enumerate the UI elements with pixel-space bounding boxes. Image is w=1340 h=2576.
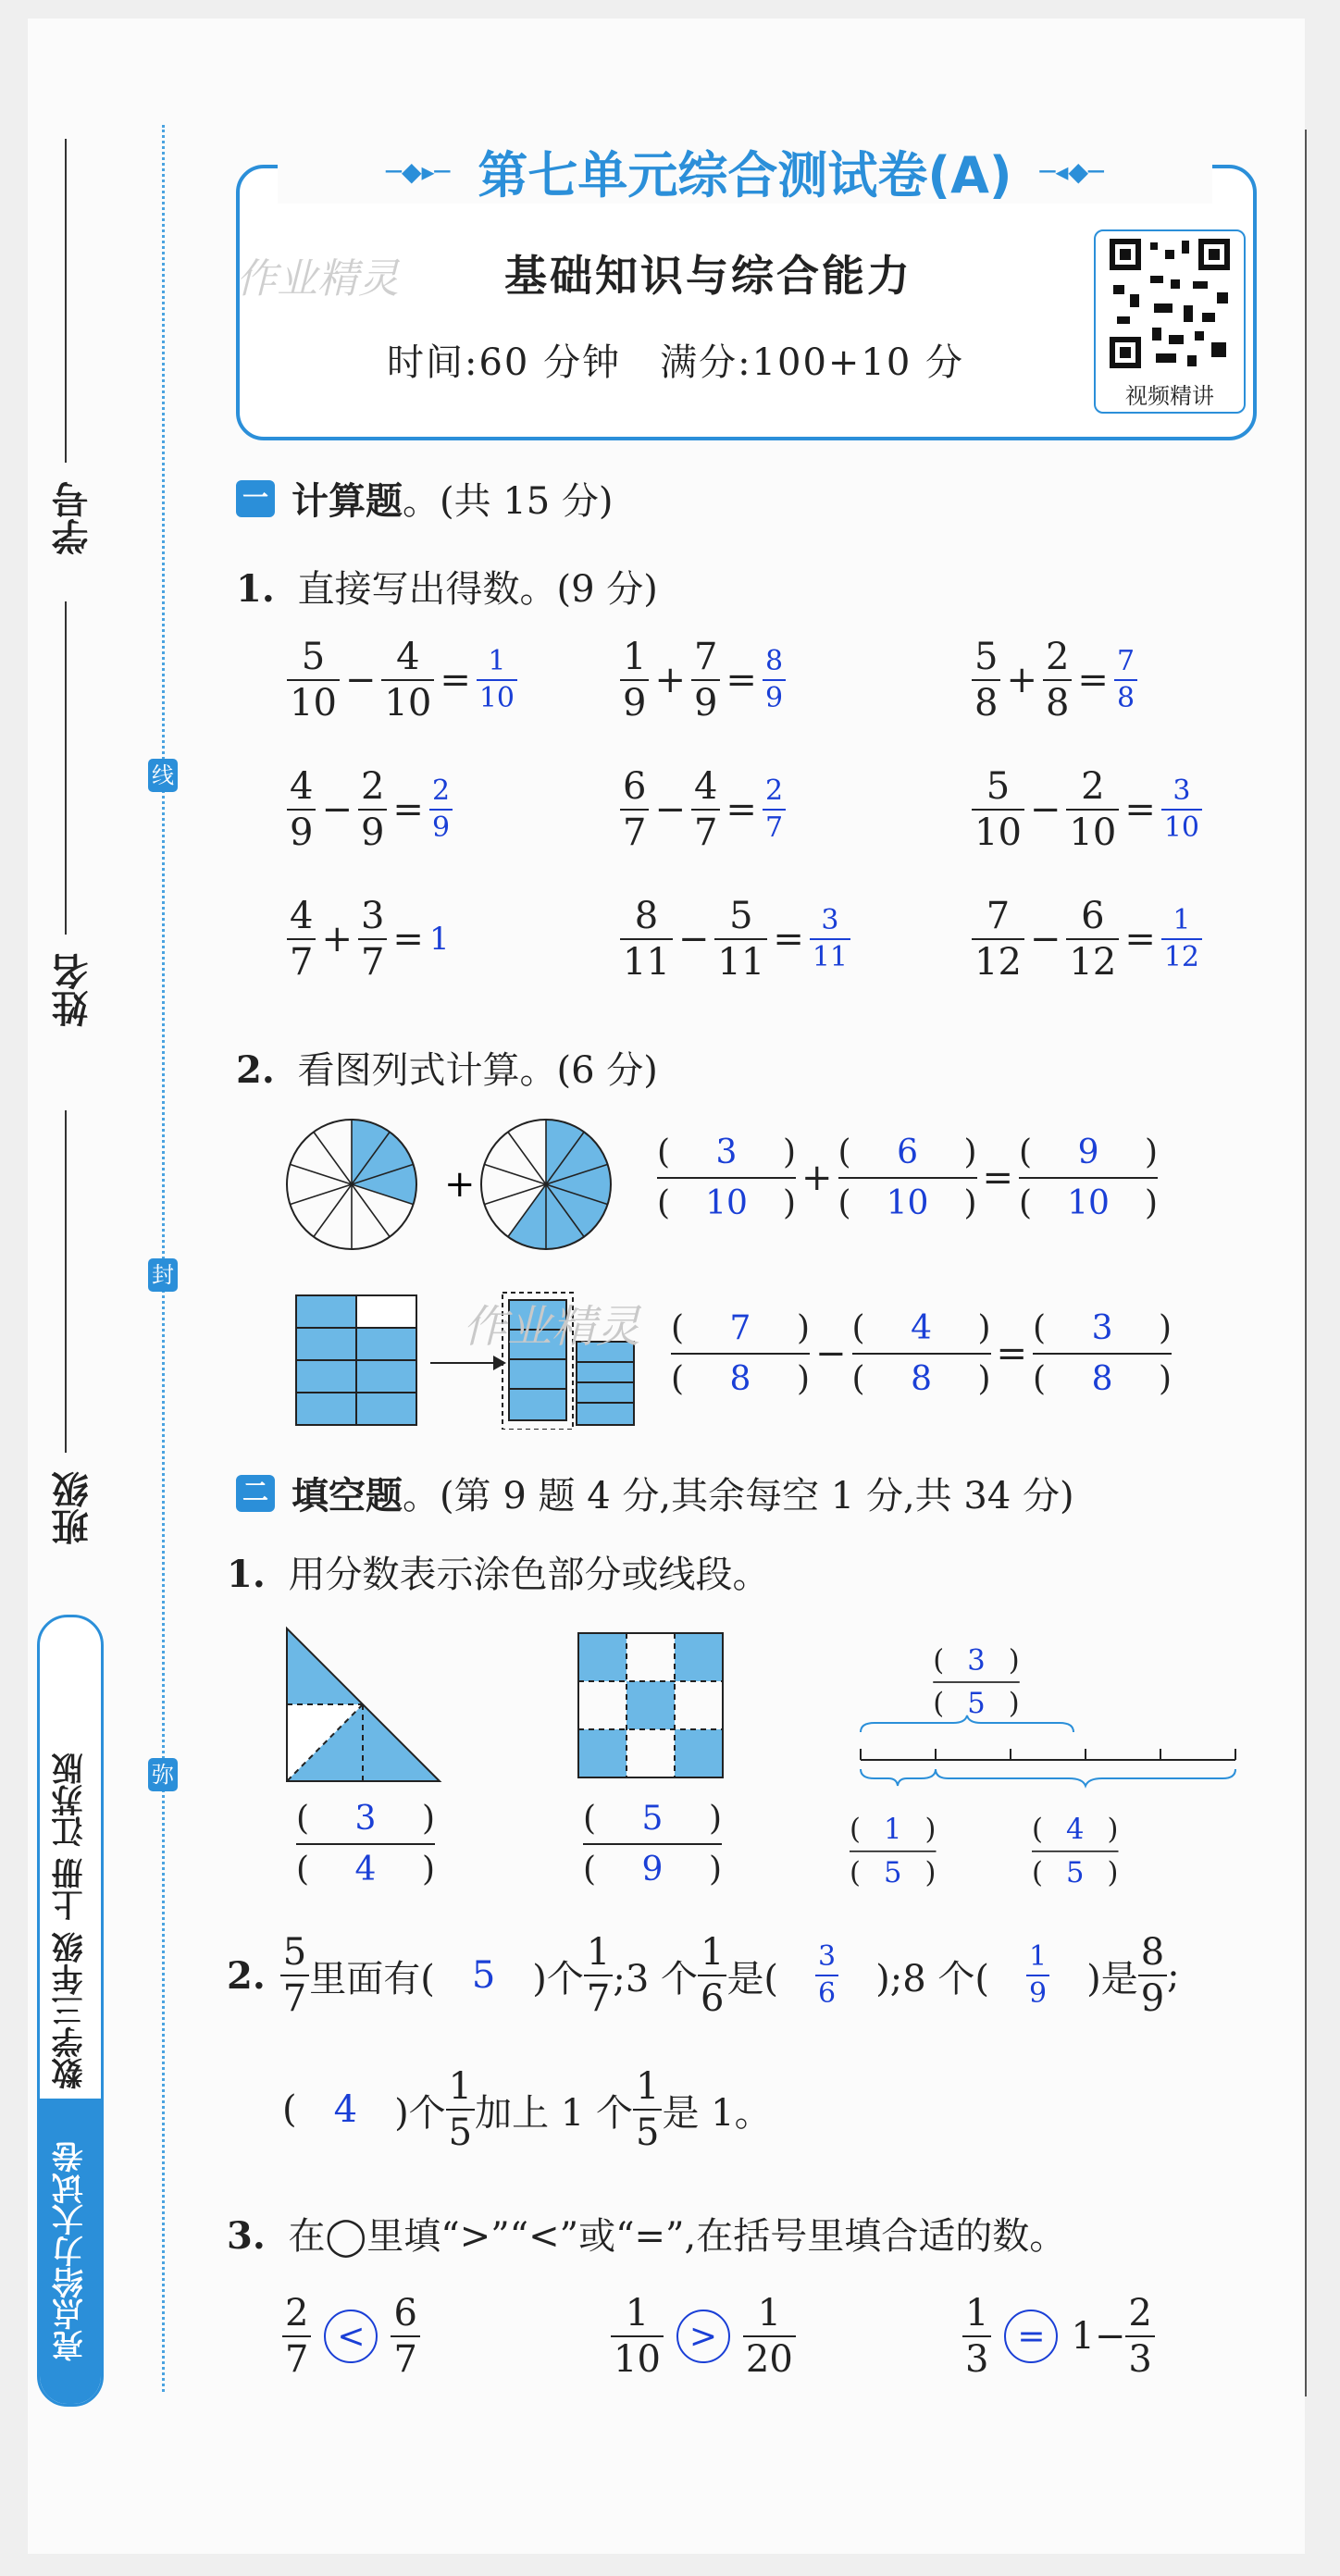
answer-blank[interactable]: 4	[333, 2088, 358, 2131]
denominator: 10	[1066, 809, 1119, 851]
exam-time-info: 时间:60 分钟 满分:100+10 分	[387, 341, 965, 384]
s2-q2-line2: ( 4 )个 1 5 加上 1 个 1 5 是 1。	[282, 2065, 772, 2154]
s1-q2-prompt	[236, 1041, 658, 1094]
answer-value[interactable]: 1	[428, 921, 450, 958]
fraction	[691, 638, 720, 722]
s2-q1-prompt	[227, 1545, 769, 1598]
name-label: 姓名	[52, 953, 94, 1027]
compare-circle[interactable]: =	[1004, 2310, 1058, 2363]
compare-item	[962, 2292, 1155, 2381]
equals: =	[1077, 659, 1109, 701]
deco-right-icon: ─◂◆─	[1039, 155, 1104, 187]
grid-answer: ( 5 ) ( 9 )	[583, 1800, 722, 1889]
numerator: 2	[285, 2292, 309, 2334]
numerator: 3	[1172, 774, 1191, 807]
fraction	[611, 2292, 664, 2381]
operator: −	[1029, 918, 1061, 960]
numerator: 2	[1081, 765, 1105, 808]
grid-diagram	[574, 1629, 731, 1786]
answer-blank[interactable]: 1 9	[1026, 1943, 1049, 2008]
denominator: 9	[620, 679, 649, 722]
s2-q3-label: 3.	[227, 2214, 266, 2258]
fraction	[287, 895, 316, 984]
exam-subtitle: 基础知识与综合能力	[504, 251, 912, 301]
denominator: 20	[743, 2335, 796, 2378]
denominator: 9	[763, 679, 786, 712]
calc-item	[287, 895, 450, 984]
calc-item	[620, 638, 786, 722]
denominator: 7	[287, 938, 316, 981]
calc-item	[287, 765, 453, 854]
s2-q1-label: 1.	[227, 1553, 266, 1596]
denominator: 9	[358, 809, 387, 851]
q2-row1-equation: ( 3 ) ( 10 ) + ( 6 ) ( 10 ) = ( 9 ) ( 10 )	[657, 1133, 1159, 1222]
line-right-answer: ( 4 ) ( 5 )	[1032, 1814, 1119, 1889]
s1-q1-label: 1.	[236, 567, 275, 611]
name-line[interactable]	[65, 601, 67, 935]
s2-q3-text: 在◯里填“>”“<”或“=”,在括号里填合适的数。	[288, 2215, 1067, 2258]
prefix: 1−	[1071, 2315, 1126, 2358]
equals: =	[392, 918, 424, 960]
s2-q2-label: 2.	[227, 1953, 266, 1998]
numerator: 7	[693, 636, 718, 678]
fraction	[743, 2292, 796, 2381]
section1-score: 。(共 15 分)	[403, 480, 614, 523]
plus-sign: +	[444, 1163, 476, 1206]
answer-fraction[interactable]	[1114, 645, 1137, 714]
operator: +	[1006, 659, 1037, 701]
calc-item	[972, 638, 1137, 722]
answer-fraction[interactable]	[1161, 774, 1202, 844]
watermark-text: 作业精灵	[236, 255, 399, 303]
numerator: 4	[290, 765, 314, 808]
q2-r2-b: ( 4 ) ( 8 )	[851, 1309, 991, 1398]
operator: −	[321, 788, 353, 831]
answer-blank[interactable]: 5	[471, 1954, 496, 1997]
deco-left-icon: ─◆▸─	[386, 155, 451, 187]
fraction	[620, 895, 673, 984]
numerator: 2	[1045, 636, 1070, 678]
book-series: 亮点给力大试卷	[40, 2099, 101, 2404]
equals: =	[440, 659, 471, 701]
operator: −	[344, 659, 377, 701]
denominator: 7	[391, 2335, 419, 2378]
fraction	[287, 765, 316, 854]
s1-q2-label: 2.	[236, 1048, 275, 1092]
fraction	[691, 765, 720, 854]
operator: −	[1029, 788, 1061, 831]
q2-r1-b: ( 6 ) ( 10 )	[838, 1133, 977, 1222]
numerator: 4	[693, 765, 718, 808]
numerator: 5	[986, 765, 1011, 808]
numerator: 8	[634, 895, 659, 937]
denominator: 10	[477, 679, 517, 712]
numerator: 6	[393, 2292, 417, 2334]
circle-diagrams	[282, 1115, 634, 1254]
denominator: 9	[287, 809, 316, 851]
qr-code[interactable]	[1094, 229, 1246, 414]
fraction	[381, 638, 434, 722]
compare-item	[611, 2292, 796, 2381]
line-left-answer: ( 1 ) ( 5 )	[850, 1814, 937, 1889]
numerator: 2	[1128, 2292, 1152, 2334]
fraction	[620, 765, 649, 854]
qr-code-icon	[1110, 239, 1230, 368]
section2-badge: 二	[236, 1475, 275, 1512]
denominator: 12	[1066, 938, 1119, 981]
calc-item	[620, 895, 850, 984]
operator: +	[654, 659, 686, 701]
numerator: 5	[729, 895, 753, 937]
section2-title: 填空题	[292, 1475, 403, 1517]
triangle-diagram	[282, 1624, 449, 1786]
denominator: 10	[287, 679, 340, 722]
denominator: 7	[282, 2335, 311, 2378]
operator: +	[321, 918, 353, 960]
answer-blank[interactable]: 3 6	[815, 1943, 838, 2008]
fold-label-seal: 封	[148, 1258, 178, 1292]
class-label: 班级	[52, 1471, 94, 1545]
calc-item	[972, 895, 1202, 984]
denominator: 10	[1161, 809, 1202, 842]
circle-b	[481, 1120, 611, 1249]
denominator: 11	[714, 938, 767, 981]
right-margin-line	[1305, 130, 1307, 2396]
q2-row2-equation: ( 7 ) ( 8 ) − ( 4 ) ( 8 ) = ( 3 ) ( 8 )	[671, 1309, 1172, 1398]
fraction	[282, 2292, 311, 2381]
s1-q1-text: 直接写出得数。(9 分)	[297, 568, 658, 611]
operator: −	[654, 788, 686, 831]
fraction	[1066, 895, 1119, 984]
calc-item	[620, 765, 786, 854]
fold-label-line: 线	[148, 759, 178, 792]
denominator: 11	[810, 938, 850, 972]
numerator: 6	[623, 765, 647, 808]
section1-heading	[236, 472, 614, 525]
denominator: 8	[972, 679, 1000, 722]
section2-score: 。(第 9 题 4 分,其余每空 1 分,共 34 分)	[403, 1475, 1074, 1517]
fraction	[972, 638, 1000, 722]
answer-fraction[interactable]	[1161, 904, 1202, 973]
operator: −	[677, 918, 710, 960]
q2-r1-result: ( 9 ) ( 10 )	[1019, 1133, 1159, 1222]
fold-label-mi: 弥	[148, 1758, 178, 1791]
numerator: 5	[974, 636, 999, 678]
denominator: 3	[1125, 2335, 1154, 2378]
equals: =	[773, 918, 804, 960]
denominator: 10	[611, 2335, 664, 2378]
fraction	[358, 765, 387, 854]
fraction	[972, 765, 1024, 854]
numerator: 6	[1081, 895, 1105, 937]
s1-q2-text: 看图列式计算。(6 分)	[297, 1049, 658, 1092]
equals: =	[1124, 918, 1156, 960]
denominator: 11	[620, 938, 673, 981]
s2-q3-prompt	[227, 2207, 1066, 2260]
compare-circle[interactable]: >	[676, 2310, 730, 2363]
numerator: 1	[625, 2292, 650, 2334]
class-line[interactable]	[65, 1110, 67, 1453]
student-no-label: 学号	[52, 481, 94, 555]
answer-fraction[interactable]	[810, 904, 850, 973]
numerator: 1	[623, 636, 647, 678]
numerator: 8	[764, 645, 784, 677]
fraction	[1066, 765, 1119, 854]
numerator: 1	[965, 2292, 989, 2334]
section2-heading	[236, 1467, 1074, 1519]
s2-q1-text: 用分数表示涂色部分或线段。	[288, 1554, 770, 1596]
denominator: 8	[1043, 679, 1072, 722]
denominator: 7	[620, 809, 649, 851]
numerator: 3	[821, 904, 839, 936]
denominator: 9	[691, 679, 720, 722]
equals: =	[726, 659, 757, 701]
numerator: 3	[360, 895, 385, 937]
numerator: 7	[986, 895, 1011, 937]
student-no-line[interactable]	[65, 139, 67, 463]
compare-circle[interactable]: <	[324, 2310, 378, 2363]
numerator: 1	[757, 2292, 782, 2334]
numerator: 2	[360, 765, 385, 808]
q2-r2-a: ( 7 ) ( 8 )	[671, 1309, 810, 1398]
fraction	[972, 895, 1024, 984]
denominator: 7	[691, 809, 720, 851]
denominator: 7	[763, 809, 786, 842]
compare-item	[282, 2292, 420, 2381]
q2-r2-result: ( 3 ) ( 8 )	[1033, 1309, 1172, 1398]
s1-q1-prompt	[236, 560, 658, 613]
fraction	[620, 638, 649, 722]
triangle-answer: ( 3 ) ( 4 )	[296, 1800, 435, 1889]
numerator: 2	[431, 774, 451, 807]
denominator: 10	[972, 809, 1024, 851]
numerator: 1	[1172, 904, 1191, 936]
denominator: 12	[1161, 938, 1202, 972]
s2-q2-line1: 2. 5 7 里面有( 5 )个 1 7 ;3 个 1 6 是( 3 6 );8 个( 1 9 )是 8 9 ;	[227, 1931, 1180, 2020]
book-banner	[37, 1615, 104, 2407]
equals: =	[392, 788, 424, 831]
numerator: 7	[1116, 645, 1135, 677]
answer-fraction[interactable]	[429, 774, 453, 844]
equals: =	[726, 788, 757, 831]
line-top-answer: ( 3 ) ( 5 )	[933, 1644, 1020, 1720]
answer-fraction[interactable]	[763, 645, 786, 714]
denominator: 10	[381, 679, 434, 722]
exam-title: 第七单元综合测试卷(A)	[478, 145, 1012, 204]
qr-label: 视频精讲	[1125, 383, 1214, 409]
denominator: 7	[358, 938, 387, 981]
denominator: 3	[962, 2335, 991, 2378]
header-title-bar	[278, 139, 1212, 204]
numerator: 2	[764, 774, 784, 807]
equals: =	[1124, 788, 1156, 831]
numerator: 1	[488, 645, 506, 677]
fraction	[962, 2292, 991, 2381]
section1-badge: 一	[236, 480, 275, 517]
answer-fraction[interactable]	[477, 645, 517, 714]
fraction	[1125, 2292, 1154, 2381]
fraction	[287, 638, 340, 722]
fraction	[714, 895, 767, 984]
circle-a	[287, 1120, 416, 1249]
denominator: 9	[429, 809, 453, 842]
fraction	[358, 895, 387, 984]
section1-title: 计算题	[292, 480, 403, 523]
watermark-text-2: 作业精灵	[463, 1301, 641, 1353]
book-title: 数学三年级 上册 江苏版	[52, 1752, 89, 2089]
numerator: 4	[396, 636, 420, 678]
fraction	[391, 2292, 419, 2381]
numerator: 5	[301, 636, 326, 678]
numerator: 4	[290, 895, 314, 937]
fraction	[1043, 638, 1072, 722]
answer-fraction[interactable]	[763, 774, 786, 844]
number-line-diagram	[856, 1712, 1245, 1814]
denominator: 8	[1114, 679, 1137, 712]
calc-item	[972, 765, 1202, 854]
calc-item	[287, 638, 517, 722]
q2-r1-a: ( 3 ) ( 10 )	[657, 1133, 796, 1222]
denominator: 12	[972, 938, 1024, 981]
